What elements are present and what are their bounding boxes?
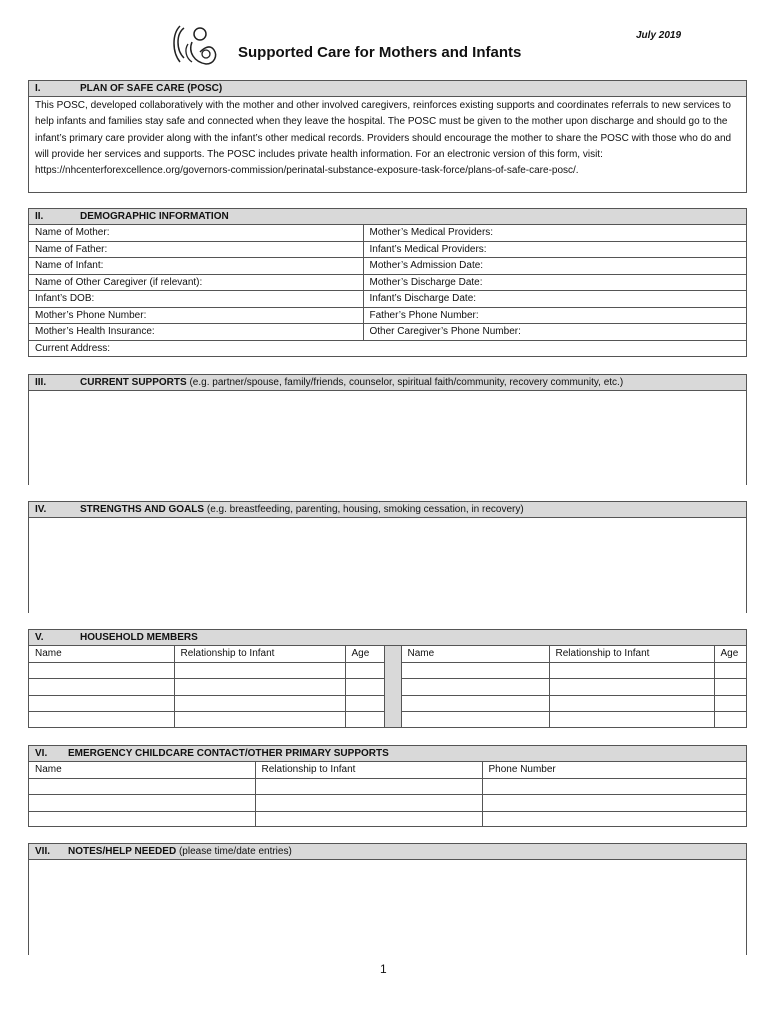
table-cell[interactable] (549, 662, 714, 679)
household-table (29, 646, 746, 728)
column-header-name: Name (29, 762, 255, 778)
section-strengths-goals (28, 501, 747, 613)
posc-description: This POSC, developed collaboratively with the mother and other involved caregivers, reinforces existing supports and coordinates referrals to new services to help infants and families stay safe and connected when they leave the hospital. The POSC must be given to the mother upon discharge and should go to the infant’s primary care provider along with the infant’s other medical records. Providers should encourage the mother to share the POSC with those who do and will provide her services and supports. The POSC includes private health information. For an electronic version of this form, visit: https://nhcenterforexcellence.org/governors-commission/perinatal-substance-exposure-task-force/plans-of-safe-care-posc/. (35, 100, 732, 177)
table-cell[interactable] (401, 712, 549, 728)
section-emergency-header (29, 746, 746, 762)
section-notes-header (29, 844, 746, 860)
section-posc-header (29, 81, 746, 97)
table-cell[interactable] (345, 662, 384, 679)
column-header-name: Name (29, 646, 174, 662)
field-mother-insurance[interactable]: Mother’s Health Insurance: (29, 324, 363, 341)
table-cell[interactable] (29, 695, 174, 712)
table-header-row (29, 646, 746, 662)
table-row (29, 811, 746, 827)
section-strengths-header (29, 502, 746, 518)
table-cell[interactable] (401, 695, 549, 712)
field-mother-discharge-date[interactable]: Mother’s Discharge Date: (363, 274, 746, 291)
table-cell[interactable] (29, 795, 255, 812)
field-other-caregiver[interactable]: Name of Other Caregiver (if relevant): (29, 274, 363, 291)
column-header-name: Name (401, 646, 549, 662)
section-heading: PLAN OF SAFE CARE (POSC) (80, 83, 223, 94)
table-row (29, 795, 746, 812)
table-cell[interactable] (345, 695, 384, 712)
section-number: VI. (35, 748, 48, 759)
section-heading: EMERGENCY CHILDCARE CONTACT/OTHER PRIMARY SUPPORTS (68, 748, 389, 759)
demographic-table (29, 225, 746, 356)
column-header-phone: Phone Number (482, 762, 746, 778)
section-note: (e.g. breastfeeding, parenting, housing, smoking cessation, in recovery) (206, 504, 524, 515)
section-note: (please time/date entries) (178, 846, 292, 857)
table-cell[interactable] (549, 679, 714, 696)
document-title: Supported Care for Mothers and Infants (238, 44, 522, 61)
table-divider (384, 646, 401, 728)
table-cell[interactable] (401, 662, 549, 679)
section-number: I. (35, 83, 41, 94)
table-cell[interactable] (255, 811, 482, 827)
section-demographic (28, 208, 747, 357)
notes-text-area[interactable] (29, 860, 746, 955)
table-cell[interactable] (482, 811, 746, 827)
table-cell[interactable] (549, 695, 714, 712)
field-current-address[interactable]: Current Address: (29, 340, 746, 356)
table-cell[interactable] (482, 778, 746, 795)
section-number: III. (35, 377, 47, 388)
table-cell[interactable] (401, 679, 549, 696)
table-cell[interactable] (174, 712, 345, 728)
table-cell[interactable] (29, 662, 174, 679)
section-heading: CURRENT SUPPORTS (80, 377, 187, 388)
field-mother-name[interactable]: Name of Mother: (29, 225, 363, 241)
section-household-header (29, 630, 746, 646)
page-number: 1 (380, 962, 387, 976)
section-number: VII. (35, 846, 51, 857)
field-infant-name[interactable]: Name of Infant: (29, 258, 363, 275)
mother-infant-logo-icon (170, 22, 222, 70)
field-father-name[interactable]: Name of Father: (29, 241, 363, 258)
section-heading: NOTES/HELP NEEDED (68, 846, 177, 857)
table-cell[interactable] (255, 778, 482, 795)
field-caregiver-phone[interactable]: Other Caregiver’s Phone Number: (363, 324, 746, 341)
table-cell[interactable] (714, 679, 746, 696)
table-cell[interactable] (549, 712, 714, 728)
document-date: July 2019 (636, 30, 682, 41)
section-number: II. (35, 211, 44, 222)
table-cell[interactable] (29, 811, 255, 827)
table-cell[interactable] (345, 712, 384, 728)
table-cell[interactable] (255, 795, 482, 812)
field-mother-providers[interactable]: Mother’s Medical Providers: (363, 225, 746, 241)
column-header-relationship: Relationship to Infant (549, 646, 714, 662)
table-cell[interactable] (482, 795, 746, 812)
field-mother-phone[interactable]: Mother’s Phone Number: (29, 307, 363, 324)
column-header-age: Age (345, 646, 384, 662)
strengths-text-area[interactable] (29, 518, 746, 613)
table-cell[interactable] (345, 679, 384, 696)
supports-text-area[interactable] (29, 391, 746, 485)
section-note: (e.g. partner/spouse, family/friends, counselor, spiritual faith/community, recovery community, etc.) (189, 377, 624, 388)
column-header-relationship: Relationship to Infant (174, 646, 345, 662)
table-row (29, 778, 746, 795)
field-father-phone[interactable]: Father’s Phone Number: (363, 307, 746, 324)
section-posc (28, 80, 747, 193)
column-header-age: Age (714, 646, 746, 662)
field-infant-dob[interactable]: Infant’s DOB: (29, 291, 363, 308)
table-cell[interactable] (714, 712, 746, 728)
section-household-members (28, 629, 747, 728)
section-number: IV. (35, 504, 47, 515)
table-cell[interactable] (174, 679, 345, 696)
section-heading: DEMOGRAPHIC INFORMATION (80, 211, 229, 222)
field-infant-discharge-date[interactable]: Infant’s Discharge Date: (363, 291, 746, 308)
section-number: V. (35, 632, 44, 643)
table-cell[interactable] (714, 695, 746, 712)
table-cell[interactable] (174, 662, 345, 679)
table-cell[interactable] (174, 695, 345, 712)
section-heading: HOUSEHOLD MEMBERS (80, 632, 198, 643)
section-supports-header (29, 375, 746, 391)
column-header-relationship: Relationship to Infant (255, 762, 482, 778)
emergency-table (29, 762, 746, 827)
table-cell[interactable] (29, 712, 174, 728)
table-cell[interactable] (714, 662, 746, 679)
section-emergency-contact (28, 745, 747, 827)
table-header-row (29, 762, 746, 778)
section-demographic-header (29, 209, 746, 225)
field-mother-admission-date[interactable]: Mother’s Admission Date: (363, 258, 746, 275)
section-heading: STRENGTHS AND GOALS (80, 504, 205, 515)
table-cell[interactable] (29, 778, 255, 795)
section-current-supports (28, 374, 747, 485)
field-infant-providers[interactable]: Infant’s Medical Providers: (363, 241, 746, 258)
table-cell[interactable] (29, 679, 174, 696)
section-notes (28, 843, 747, 955)
